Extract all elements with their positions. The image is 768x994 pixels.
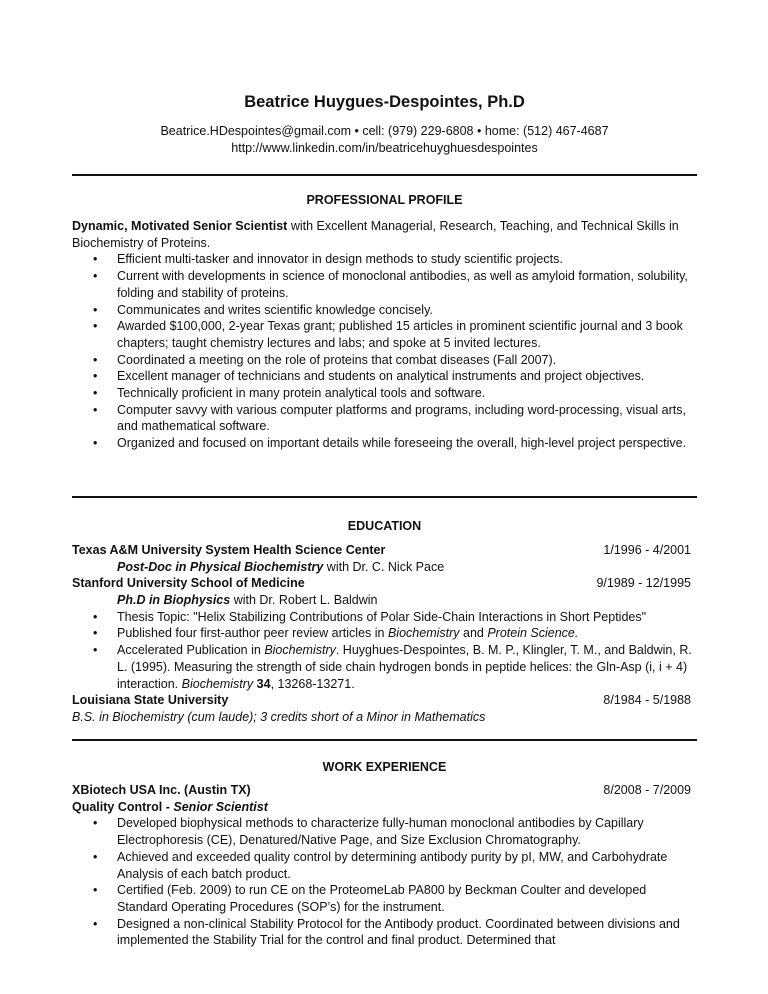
resume-page: [72, 0, 697, 948]
company-row: [72, 782, 697, 799]
education-heading: EDUCATION: [347, 519, 422, 533]
profile-heading: PROFESSIONAL PROFILE: [306, 193, 463, 207]
school-name: Texas A&M University System Health Science Center: [72, 543, 386, 557]
profile-intro: [72, 218, 697, 251]
list-item: • Organized and focused on important details while foreseeing the overall, high-level project perspective.: [72, 435, 697, 452]
journal-name: Biochemistry: [387, 626, 460, 641]
work-heading: WORK EXPERIENCE: [322, 760, 447, 774]
list-item: • Achieved and exceeded quality control by determining antibody purity by pI, MW, and Carbohydrate Analysis of each batch product.: [72, 849, 697, 882]
list-item: • Certified (Feb. 2009) to run CE on the ProteomeLab PA800 by Beckman Coulter and developed Standard Operating Procedures (SOP’s) for the instrument.: [72, 882, 697, 915]
volume: 34: [253, 676, 271, 691]
stanford-bullets: [72, 609, 697, 693]
list-item: • Excellent manager of technicians and students on analytical instruments and project objectives.: [72, 368, 697, 385]
job-dates: 8/2008 - 7/2009: [603, 783, 691, 797]
journal-name: Biochemistry: [181, 676, 254, 691]
list-item: • Designed a non-clinical Stability Protocol for the Antibody product. Coordinated between divisions and implemented the Stability Trial for the control and final product. Determined that: [72, 916, 697, 948]
list-item: • Communicates and writes scientific knowledge concisely.: [72, 302, 697, 319]
text-span: and: [459, 626, 488, 641]
degree-line: B.S. in Biochemistry (cum laude); 3 credits short of a Minor in Mathematics: [72, 709, 486, 724]
list-item: • Technically proficient in many protein analytical tools and software.: [72, 385, 697, 402]
journal-name: Biochemistry: [264, 643, 336, 658]
work-bullets: [72, 815, 697, 948]
list-item: [72, 642, 697, 692]
text-span: Published four first-author peer review articles in: [117, 626, 388, 641]
journal-name: Protein Science.: [487, 626, 579, 641]
role: Senior Scientist: [173, 799, 268, 814]
job-title: [72, 799, 697, 816]
school-dates: 9/1989 - 12/1995: [596, 576, 691, 591]
list-item: • Coordinated a meeting on the role of proteins that combat diseases (Fall 2007).: [72, 352, 697, 369]
list-item: • Computer savvy with various computer platforms and programs, including word-processing, visual arts, and mathematical software.: [72, 402, 697, 435]
list-item: • Current with developments in science of monoclonal antibodies, as well as amyloid formation, solubility, folding and stability of proteins.: [72, 268, 697, 301]
degree-line: [72, 559, 697, 576]
list-item: [72, 625, 697, 642]
profile-section: [72, 218, 697, 452]
pages: , 13268-13271.: [270, 676, 355, 691]
department: Quality Control -: [72, 799, 174, 814]
degree-line: [72, 592, 697, 609]
school-dates: 1/1996 - 4/2001: [603, 543, 691, 557]
advisor: with Dr. C. Nick Pace: [323, 559, 445, 574]
school-name: Louisiana State University: [72, 693, 229, 708]
school-row: [72, 692, 697, 709]
degree-name: Ph.D in Biophysics: [117, 593, 231, 608]
list-item: • Awarded $100,000, 2-year Texas grant; published 15 articles in prominent scientific journal and 3 book chapters; taught chemistry lectures and labs; and spoke at 5 invited lectures.: [72, 318, 697, 351]
profile-bullets: [72, 251, 697, 451]
list-item: • Developed biophysical methods to characterize fully-human monoclonal antibodies by Capillary Electrophoresis (CE), Denatured/Native Page, and Size Exclusion Chromatography.: [72, 815, 697, 848]
linkedin-url: http://www.linkedin.com/in/beatricehuyghuesdespointes: [231, 141, 538, 155]
advisor: with Dr. Robert L. Baldwin: [230, 593, 378, 608]
list-item: • Efficient multi-tasker and innovator in design methods to study scientific projects.: [72, 251, 697, 268]
school-row: [72, 542, 697, 559]
work-section: [72, 782, 697, 948]
school-name: Stanford University School of Medicine: [72, 576, 305, 591]
degree-name: Post-Doc in Physical Biochemistry: [117, 559, 324, 574]
text-span: . Huyghues-Despointes, B. M. P., Klingler, T. M., and Baldwin, R. L. (1995). Measuring the strength of side chain hydrogen bonds in peptide helices: the Gln-Asp (i, i + 4) interaction.: [117, 643, 692, 691]
candidate-name: Beatrice Huygues-Despointes, Ph.D: [244, 93, 525, 111]
profile-intro-rest: with Excellent Managerial, Research, Teaching, and Technical Skills in Biochemistry of Proteins.: [72, 219, 679, 250]
divider: [72, 739, 697, 741]
school-dates: 8/1984 - 5/1988: [603, 693, 691, 708]
divider: [72, 496, 697, 498]
company-name: XBiotech USA Inc. (Austin TX): [72, 783, 251, 797]
divider: [72, 174, 697, 176]
contact-line: Beatrice.HDespointes@gmail.com • cell: (979) 229-6808 • home: (512) 467-4687: [160, 124, 609, 138]
text-span: Accelerated Publication in: [117, 643, 265, 658]
list-item: • Thesis Topic: "Helix Stabilizing Contributions of Polar Side-Chain Interactions in Short Peptides": [72, 609, 697, 626]
education-section: [72, 542, 697, 726]
school-row: [72, 575, 697, 592]
profile-intro-bold: Dynamic, Motivated Senior Scientist: [72, 219, 288, 233]
